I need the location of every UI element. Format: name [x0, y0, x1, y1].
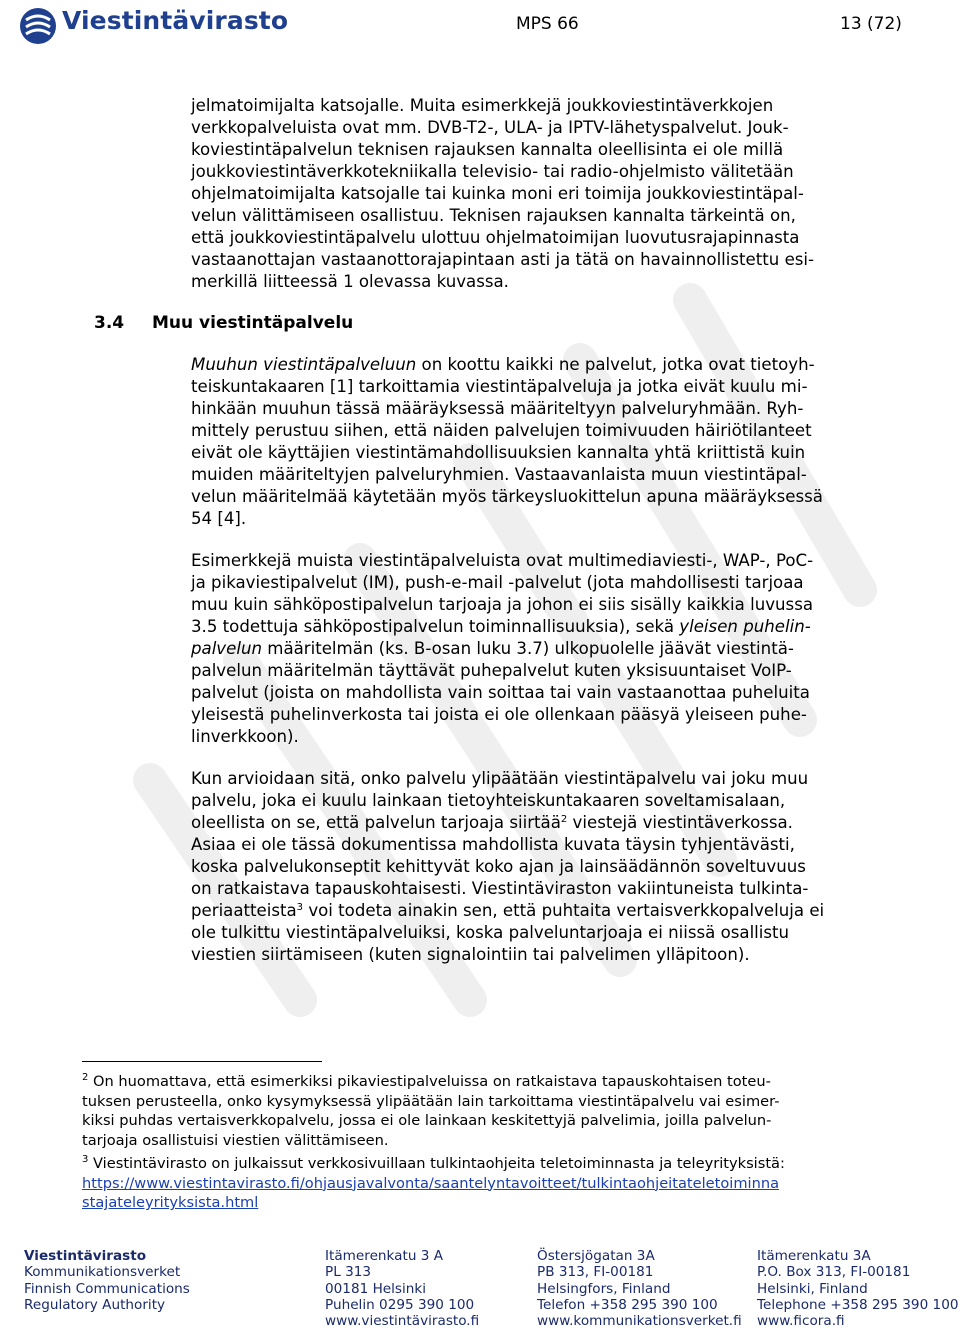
footnote-2 [82, 1072, 902, 1150]
footer-line: Itämerenkatu 3 A [325, 1248, 444, 1264]
text-line: viestien siirtämiseen (kuten signalointiin tai palvelimen ylläpitoon). [191, 945, 750, 964]
text-line [191, 638, 911, 660]
footer-agency-name: Viestintävirasto [24, 1248, 147, 1264]
text-line: hinkään muuhun tässä määräyksessä määriteltyyn palveluryhmään. Ryh- [191, 399, 804, 418]
footer-line: Puhelin 0295 390 100 [325, 1296, 475, 1313]
text-line: vastaanottajan vastaanottorajapintaan asti ja tätä on havainnollistettu esi- [191, 250, 815, 269]
footnote-ref-2[interactable]: 2 [560, 814, 568, 825]
footnote-mark: 2 [82, 1072, 89, 1083]
text-span: On huomattava, että esimerkiksi pikaviestipalveluissa on ratkaistava tapauskohtaisen toteu- [88, 1073, 771, 1090]
text-span: viestejä viestintäverkossa. [567, 813, 793, 832]
brand-name: Viestintävirasto [62, 6, 289, 35]
footer-line: PB 313, FI-00181 [537, 1264, 654, 1281]
text-line: palvelut (joista on mahdollista vain soittaa tai vain vastaanottaa puheluita [191, 683, 810, 702]
text-line [191, 354, 911, 376]
text-line: kiksi puhdas vertaisverkkopalvelu, jossa ei ole lainkaan keskitettyjä palvelimia, joilla palvelun- [82, 1112, 772, 1129]
section-number: 3.4 [94, 313, 125, 333]
text-line: verkkopalveluista ovat mm. DVB-T2-, ULA- ja IPTV-lähetyspalvelut. Jouk- [191, 118, 789, 137]
text-line [191, 900, 911, 922]
footer-line: Finnish Communications [24, 1280, 190, 1297]
footer-column-3 [537, 1248, 742, 1329]
text-line: teiskuntakaaren [1] tarkoittamia viestintäpalveluja ja jotka eivät kuulu mi- [191, 377, 808, 396]
text-line: joukkoviestintäverkkotekniikalla televisio- tai radio-ohjelmisto välitetään [191, 162, 794, 181]
section-heading [94, 313, 353, 333]
text-span: 3.5 todettuja sähköpostipalvelun toiminnallisuuksia), sekä [191, 617, 680, 636]
text-line: on ratkaistava tapauskohtaisesti. Viestintäviraston vakiintuneista tulkinta- [191, 879, 809, 898]
text-line: yleisestä puhelinverkosta tai joista ei ole ollenkaan pääsyä yleiseen puhe- [191, 705, 807, 724]
footer-column-4 [757, 1248, 959, 1329]
text-line: että joukkoviestintäpalvelu ulottuu ohjelmatoimijan luovutusrajapinnasta [191, 228, 800, 247]
text-line [191, 616, 911, 638]
page-number: 13 (72) [840, 14, 902, 34]
text-line: ja pikaviestipalvelut (IM), push-e-mail -palvelut (jota mahdollisesti tarjoaa [191, 573, 804, 592]
paragraph-3 [191, 550, 911, 748]
footnote-mark: 3 [82, 1154, 89, 1165]
defined-term: palvelun [191, 639, 262, 658]
text-line: Kun arvioidaan sitä, onko palvelu ylipäätään viestintäpalvelu vai joku muu [191, 769, 809, 788]
interpretation-guidelines-link[interactable]: stajateleyrityksista.html [82, 1194, 259, 1211]
footer-line: Östersjögatan 3A [537, 1248, 655, 1264]
text-span: määritelmän (ks. B-osan luku 3.7) ulkopuolelle jäävät viestintä- [262, 639, 794, 658]
text-line: velun välittämiseen osallistuu. Teknisen rajauksen kannalta tärkeintä on, [191, 206, 796, 225]
footer-line: Itämerenkatu 3A [757, 1248, 871, 1264]
footnote-3 [82, 1154, 902, 1213]
footer-website-link[interactable]: www.ficora.fi [757, 1313, 845, 1330]
text-line: Esimerkkejä muista viestintäpalveluista ovat multimediaviesti-, WAP-, PoC- [191, 551, 814, 570]
text-line: velun määritelmää käytetään myös tärkeysluokittelun apuna määräyksessä [191, 487, 823, 506]
text-line [82, 1154, 902, 1174]
text-line [82, 1174, 902, 1194]
text-line: palvelun määritelmän täyttävät puhepalvelut kuten yksisuuntaiset VoIP- [191, 661, 792, 680]
text-span: periaatteista [191, 901, 297, 920]
text-line: linverkkoon). [191, 727, 299, 746]
text-line: koska palvelukonseptit kehittyvät koko ajan ja lainsäädännön soveltuvuus [191, 857, 806, 876]
text-span: voi todeta ainakin sen, että puhtaita vertaisverkkopalveluja ei [303, 901, 825, 920]
defined-term: yleisen puhelin- [679, 617, 811, 636]
text-line: 54 [4]. [191, 509, 247, 528]
footer-column-2 [325, 1248, 479, 1329]
footer-line: Regulatory Authority [24, 1296, 166, 1313]
footnote-ref-3[interactable]: 3 [296, 902, 304, 913]
footnote-divider [82, 1061, 322, 1062]
text-line: eivät ole käyttäjien viestintämahdollisuuksien kannalta yhtä kriittistä kuin [191, 443, 806, 462]
footer-line: PL 313 [325, 1264, 372, 1281]
text-line: tuksen perusteella, onko kysymyksessä ylipäätään lain tarkoittama viestintäpalvelu vai esimer- [82, 1092, 780, 1110]
text-line: merkillä liitteessä 1 olevassa kuvassa. [191, 272, 509, 291]
text-span: Viestintävirasto on julkaissut verkkosivuillaan tulkintaohjeita teletoiminnasta ja teleyrityksistä: [88, 1155, 785, 1172]
page-header [0, 0, 960, 60]
text-line: Asiaa ei ole tässä dokumentissa mahdollista kuvata täysin tyhjentävästi, [191, 835, 795, 854]
paragraph-1 [191, 95, 911, 293]
footer-line: Helsinki, Finland [757, 1280, 868, 1297]
footer-line: P.O. Box 313, FI-00181 [757, 1264, 911, 1281]
text-line: tarjoaja osallistuisi viestien välittämiseen. [82, 1131, 389, 1149]
text-line: mittely perustuu siihen, että näiden palvelujen toimivuuden häiriötilanteet [191, 421, 812, 440]
text-line: jelmatoimijalta katsojalle. Muita esimerkkejä joukkoviestintäverkkojen [191, 96, 774, 115]
defined-term: Muuhun viestintäpalveluun [191, 355, 417, 374]
text-line [82, 1193, 902, 1213]
footer-line: Telefon +358 295 390 100 [537, 1296, 718, 1313]
footer-line: Kommunikationsverket [24, 1264, 181, 1281]
interpretation-guidelines-link[interactable]: https://www.viestintavirasto.fi/ohjausjavalvonta/saantelyntavoitteet/tulkintaohjeitateletoiminna [82, 1174, 780, 1192]
text-span: oleellista on se, että palvelun tarjoaja siirtää [191, 813, 561, 832]
text-line: muiden määriteltyjen palveluryhmien. Vastaavanlaista muun viestintäpal- [191, 465, 807, 484]
text-line: koviestintäpalvelun teknisen rajauksen kannalta oleellisinta ei ole millä [191, 140, 784, 159]
section-title: Muu viestintäpalvelu [152, 313, 354, 333]
viestintavirasto-logo-icon [18, 6, 58, 46]
footer-website-link[interactable]: www.viestintävirasto.fi [325, 1313, 480, 1330]
text-line: muu kuin sähköpostipalvelun tarjoaja ja johon ei siis sisälly kaikkia luvussa [191, 595, 814, 614]
footer-line: 00181 Helsinki [325, 1280, 427, 1297]
paragraph-4 [191, 768, 911, 966]
text-line [191, 812, 911, 834]
footer-website-link[interactable]: www.kommunikationsverket.fi [537, 1313, 742, 1330]
text-line: palvelu, joka ei kuulu lainkaan tietoyhteiskuntakaaren soveltamisalaan, [191, 791, 786, 810]
text-line: ole tulkittu viestintäpalveluiksi, koska palveluntarjoaja ei niissä osallistu [191, 923, 790, 942]
text-line [82, 1072, 902, 1092]
text-span: on koottu kaikki ne palvelut, jotka ovat tietoyh- [416, 355, 815, 374]
document-code: MPS 66 [516, 14, 579, 34]
footer-line: Helsingfors, Finland [537, 1280, 671, 1297]
text-line: ohjelmatoimijalta katsojalle tai kuinka moni eri toimija joukkoviestintäpal- [191, 184, 804, 203]
footer-column-1 [24, 1248, 190, 1313]
paragraph-2 [191, 354, 911, 530]
footer-line: Telephone +358 295 390 100 [757, 1296, 959, 1313]
